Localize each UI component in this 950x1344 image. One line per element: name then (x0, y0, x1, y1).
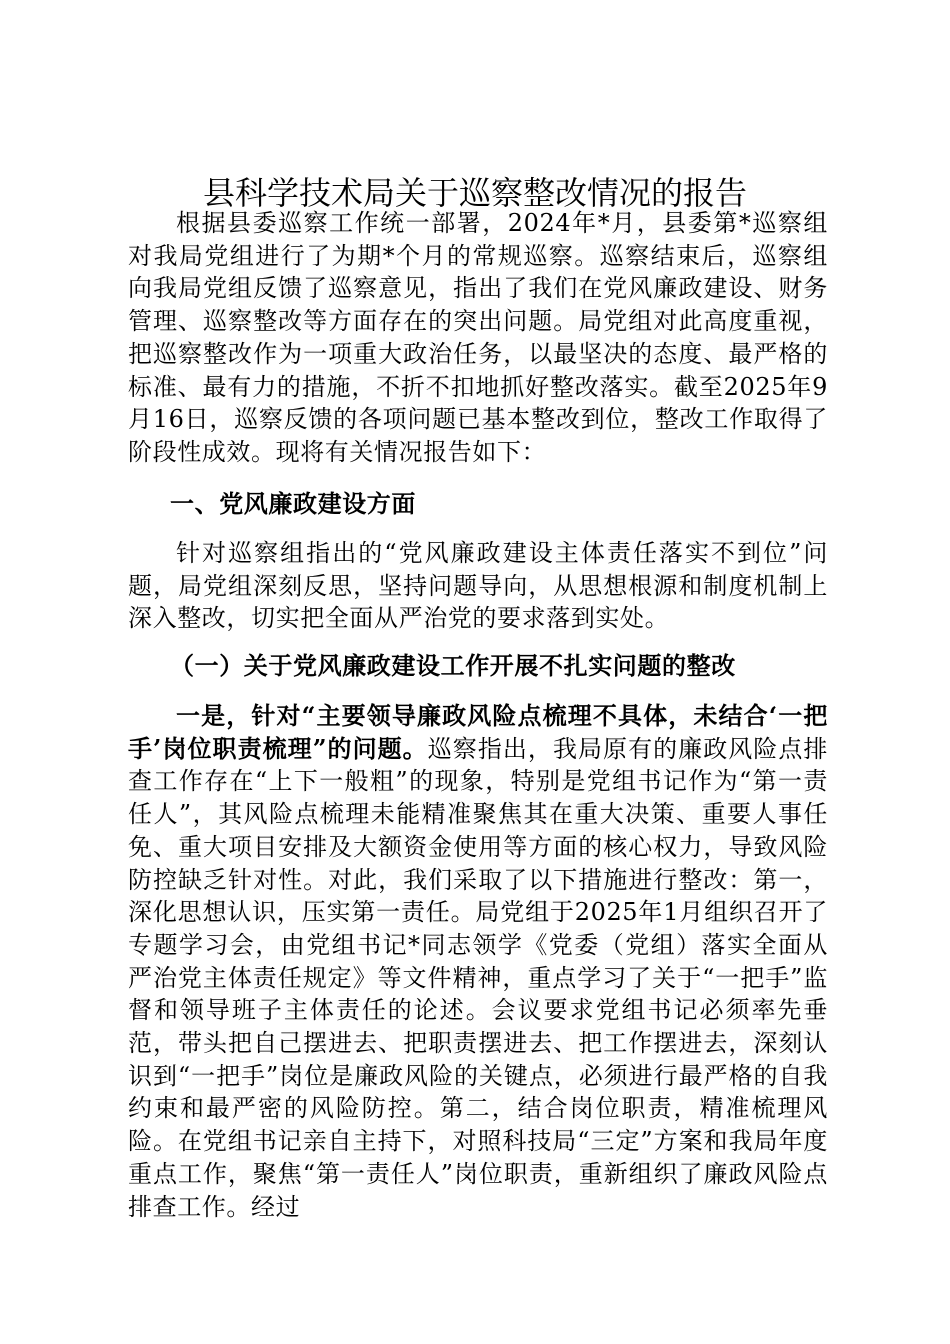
item-1-text: 巡察指出，我局原有的廉政风险点排查工作存在“上下一般粗”的现象，特别是党组书记作为“第一责任人”，其风险点梳理未能精准聚焦其在重大决策、重要人事任免、重大项目安排及大额资金使用等方面的核心权力，导致风险防控缺乏针对性。对此，我们采取了以下措施进行整改：第一，深化思想认识，压实第一责任。局党组于2025年1月组织召开了专题学习会，由党组书记*同志领学《党委（党组）落实全面从严治党主体责任规定》等文件精神，重点学习了关于“一把手”监督和领导班子主体责任的论述。会议要求党组书记必须率先垂范，带头把自己摆进去、把职责摆进去、把工作摆进去，深刻认识到“一把手”岗位是廉政风险的关键点，必须进行最严格的自我约束和最严密的风险防控。第二，结合岗位职责，精准梳理风险。在党组书记亲自主持下，对照科技局“三定”方案和我局年度重点工作，聚焦“第一责任人”岗位职责，重新组织了廉政风险点排查工作。经过 (128, 734, 828, 1221)
subsection-heading-1: （一）关于党风廉政建设工作开展不扎实问题的整改 (170, 651, 736, 680)
section-1-paragraph: 针对巡察组指出的“党风廉政建设主体责任落实不到位”问题，局党组深刻反思，坚持问题导向，从思想根源和制度机制上深入整改，切实把全面从严治党的要求落到实处。 (128, 539, 828, 633)
item-1-paragraph (128, 700, 828, 1223)
intro-paragraph: 根据县委巡察工作统一部署，2024年*月，县委第*巡察组对我局党组进行了为期*个月的常规巡察。巡察结束后，巡察组向我局党组反馈了巡察意见，指出了我们在党风廉政建设、财务管理、巡察整改等方面存在的突出问题。局党组对此高度重视，把巡察整改作为一项重大政治任务，以最坚决的态度、最严格的标准、最有力的措施，不折不扣地抓好整改落实。截至2025年9月16日，巡察反馈的各项问题已基本整改到位，整改工作取得了阶段性成效。现将有关情况报告如下： (128, 209, 828, 466)
section-heading-1: 一、党风廉政建设方面 (170, 489, 416, 518)
document-title: 县科学技术局关于巡察整改情况的报告 (202, 174, 747, 212)
item-1-lead: 一是，针对“主要领导廉政风险点梳理不具体，未结合‘一把手’岗位职责梳理”的问题。 (128, 701, 828, 763)
